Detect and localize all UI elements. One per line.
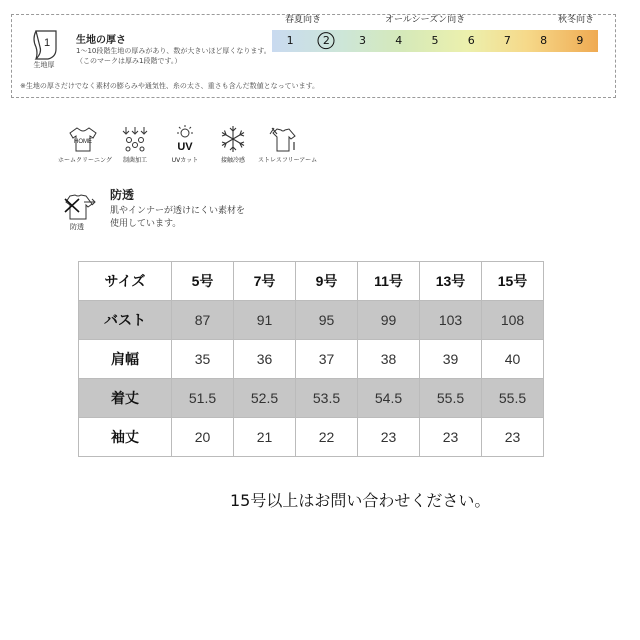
measurement-value: 21 xyxy=(234,418,296,457)
measurement-label: 肩幅 xyxy=(79,340,172,379)
scale-number-2: 2 xyxy=(308,30,344,52)
feature-label-stress-free-arm: ストレスフリーアーム xyxy=(258,157,318,164)
measurement-value: 91 xyxy=(234,301,296,340)
feature-home-cleaning xyxy=(58,124,112,164)
measurement-label: 袖丈 xyxy=(79,418,172,457)
measurement-value: 95 xyxy=(296,301,358,340)
size-header-cell: 7号 xyxy=(234,262,296,301)
scale-number-4: 4 xyxy=(395,34,403,47)
measurement-value: 87 xyxy=(172,301,234,340)
size-header-cell: 15号 xyxy=(482,262,544,301)
size-header-cell: 5号 xyxy=(172,262,234,301)
measurement-value: 40 xyxy=(482,340,544,379)
scale-number-8: 8 xyxy=(540,34,548,47)
measurement-label: バスト xyxy=(79,301,172,340)
measurement-label: 着丈 xyxy=(79,379,172,418)
measurement-value: 38 xyxy=(358,340,420,379)
scale-number-1: 1 xyxy=(286,34,294,47)
table-row xyxy=(79,418,544,457)
measurement-value: 23 xyxy=(482,418,544,457)
measurement-value: 23 xyxy=(358,418,420,457)
sheer-proof-desc-line2: 使用しています。 xyxy=(110,219,182,229)
feature-label-uv-cut: UVカット xyxy=(171,157,199,164)
fabric-thickness-panel xyxy=(11,14,616,98)
stress-free-arm-icon xyxy=(268,124,298,154)
measurement-value: 54.5 xyxy=(358,379,420,418)
measurement-value: 99 xyxy=(358,301,420,340)
fabric-thickness-note: ※生地の厚さだけでなく素材の膨らみや通気性、糸の太さ、重さも含んだ数値となっています。 xyxy=(20,82,320,90)
measurement-value: 51.5 xyxy=(172,379,234,418)
measurement-value: 108 xyxy=(482,301,544,340)
measurement-value: 103 xyxy=(420,301,482,340)
fabric-thickness-icon xyxy=(28,27,64,63)
scale-number-3: 3 xyxy=(359,34,367,47)
season-autumn-winter-label: 秋冬向き xyxy=(558,15,595,25)
measurement-value: 20 xyxy=(172,418,234,457)
home-cleaning-icon-text: HOME xyxy=(74,139,92,145)
sheer-proof-icon-label: 防透 xyxy=(70,223,84,231)
size-table xyxy=(78,261,544,457)
uv-cut-icon-text: UV xyxy=(177,141,193,153)
size-table-header-label: サイズ xyxy=(79,262,172,301)
scale-number-6: 6 xyxy=(467,34,475,47)
fabric-thickness-icon-number: 1 xyxy=(43,37,51,49)
thickness-scale-bar xyxy=(272,30,598,52)
uv-cut-icon xyxy=(170,124,200,154)
feature-cool-touch xyxy=(208,124,258,164)
measurement-value: 22 xyxy=(296,418,358,457)
feature-stress-free-arm xyxy=(258,124,318,164)
sheer-proof-title: 防透 xyxy=(110,188,135,202)
measurement-value: 55.5 xyxy=(482,379,544,418)
scale-number-9: 9 xyxy=(576,34,584,47)
fabric-thickness-desc-line2: （このマークは厚み1段階です。） xyxy=(76,57,182,65)
measurement-value: 53.5 xyxy=(296,379,358,418)
fabric-thickness-desc-line1: 1～10段階生地の厚みがあり、数が大きいほど厚くなります。 xyxy=(76,47,271,55)
size-header-cell: 9号 xyxy=(296,262,358,301)
size-header-cell: 11号 xyxy=(358,262,420,301)
season-spring-summer-label: 春夏向き xyxy=(285,15,322,25)
measurement-value: 23 xyxy=(420,418,482,457)
feature-icons xyxy=(58,124,318,170)
measurement-value: 52.5 xyxy=(234,379,296,418)
table-row xyxy=(79,340,544,379)
size-inquiry-note: 15号以上はお問い合わせください。 xyxy=(230,491,491,510)
home-cleaning-icon xyxy=(68,124,98,154)
sheer-proof-description xyxy=(110,205,245,231)
fabric-thickness-icon-label: 生地厚 xyxy=(33,61,55,69)
measurement-value: 37 xyxy=(296,340,358,379)
feature-label-cool-touch: 接触冷感 xyxy=(220,157,245,164)
feature-uv-cut xyxy=(160,124,210,164)
fabric-thickness-description xyxy=(76,46,271,66)
sheer-proof-desc-line1: 肌やインナーが透けにくい素材を xyxy=(110,206,246,216)
feature-antibacterial xyxy=(110,124,160,164)
feature-label-home-cleaning: ホームクリーニング xyxy=(58,157,112,164)
size-table-header-row xyxy=(79,262,544,301)
scale-number-7: 7 xyxy=(503,34,511,47)
fabric-thickness-title: 生地の厚さ xyxy=(76,35,126,46)
sheer-proof-icon xyxy=(62,190,98,220)
feature-label-antibacterial: 制菌加工 xyxy=(122,157,147,164)
season-all-label: オールシーズン向き xyxy=(385,15,466,25)
antibacterial-icon xyxy=(120,124,150,154)
table-row xyxy=(79,301,544,340)
table-row xyxy=(79,379,544,418)
size-header-cell: 13号 xyxy=(420,262,482,301)
measurement-value: 55.5 xyxy=(420,379,482,418)
measurement-value: 36 xyxy=(234,340,296,379)
snowflake-icon xyxy=(218,124,248,154)
scale-number-5: 5 xyxy=(431,34,439,47)
measurement-value: 39 xyxy=(420,340,482,379)
measurement-value: 35 xyxy=(172,340,234,379)
